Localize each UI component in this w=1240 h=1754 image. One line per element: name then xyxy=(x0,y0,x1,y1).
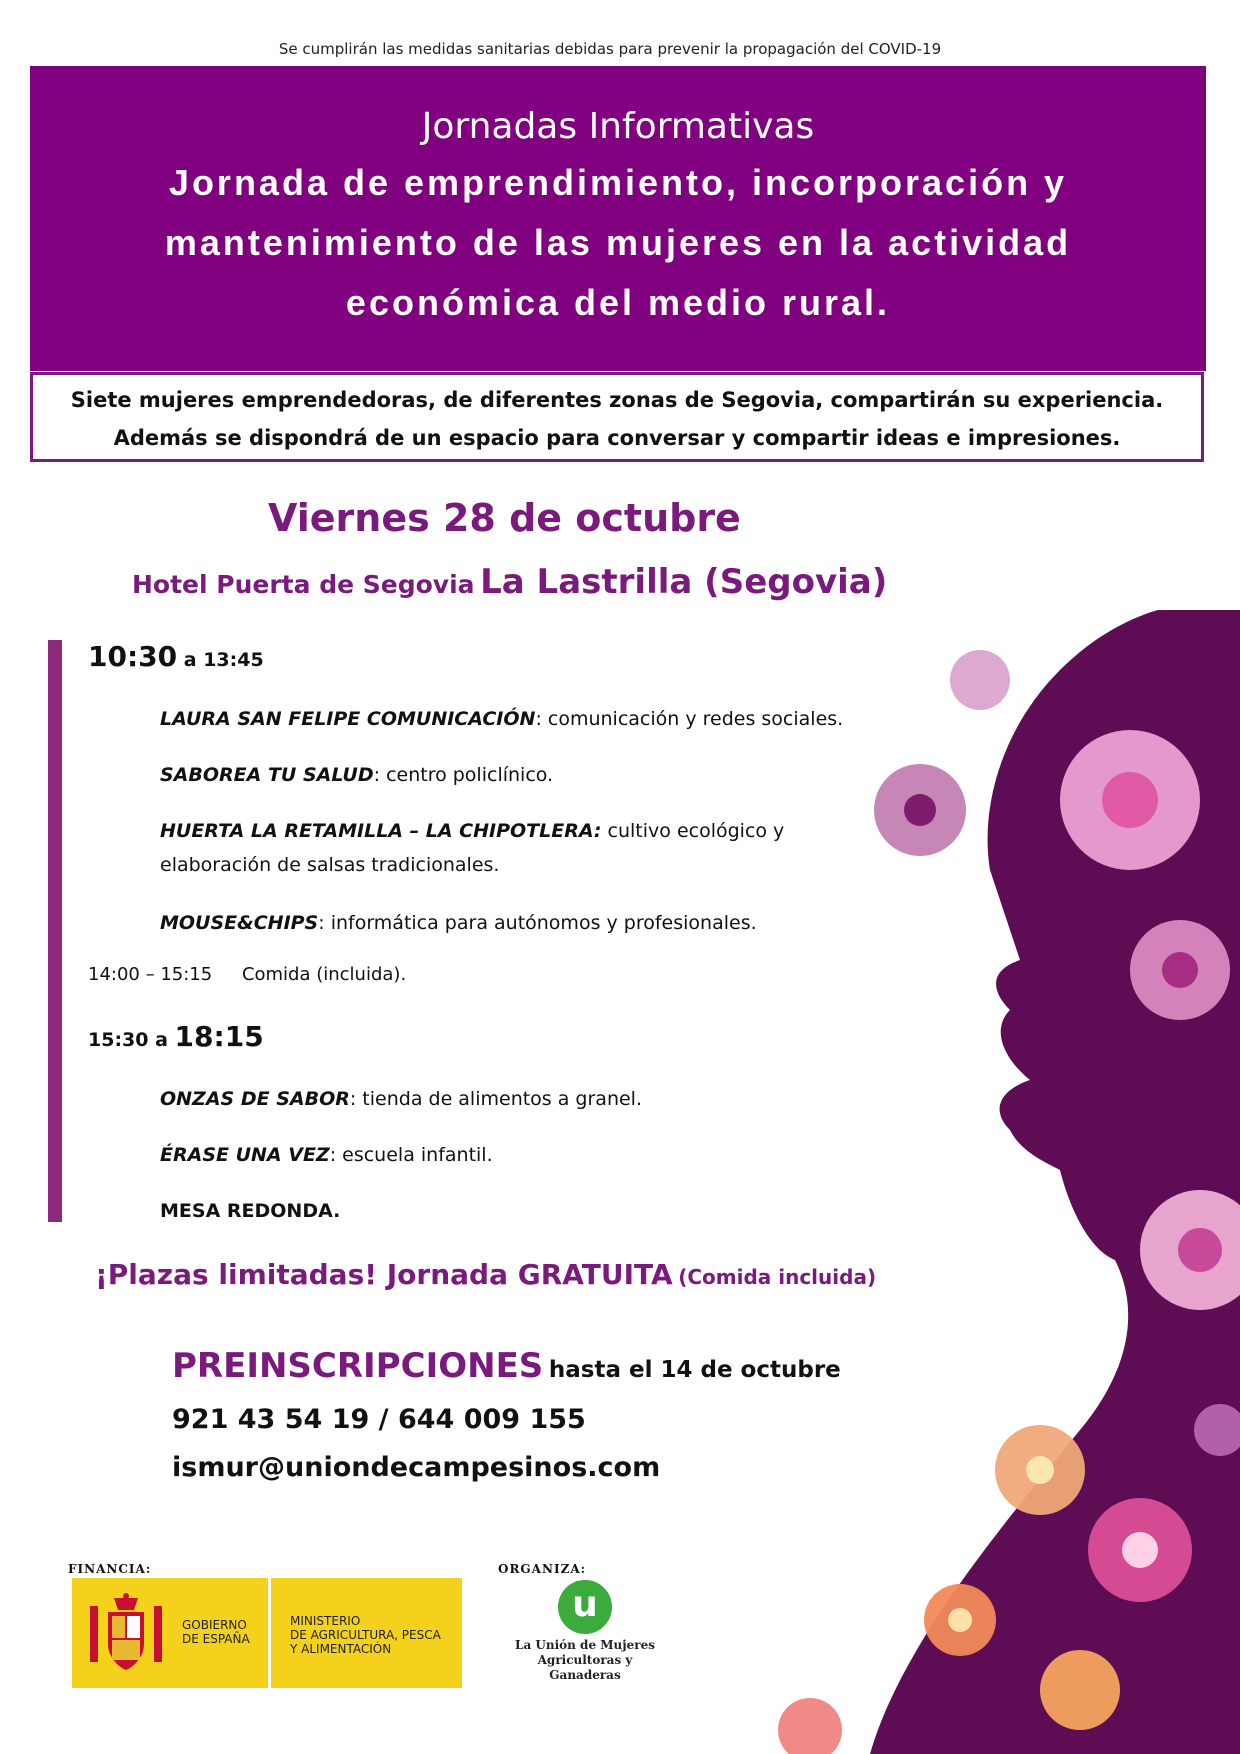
company-name: ONZAS DE SABOR xyxy=(160,1088,350,1110)
min-line: DE AGRICULTURA, PESCA xyxy=(290,1628,441,1642)
contact-phones: 921 43 54 19 / 644 009 155 xyxy=(172,1404,586,1435)
lunch-row xyxy=(88,964,406,985)
organiza-label: ORGANIZA: xyxy=(498,1562,587,1576)
intro-line: Siete mujeres emprendedoras, de diferentes zonas de Segovia, compartirán su experiencia. xyxy=(70,388,1164,412)
gobierno-text xyxy=(182,1618,250,1646)
gov-divider xyxy=(268,1578,271,1688)
preinscripciones-title: PREINSCRIPCIONES xyxy=(172,1346,544,1386)
banner-kicker: Jornadas Informativas xyxy=(421,106,815,147)
company-name: LAURA SAN FELIPE COMUNICACIÓN xyxy=(160,708,536,730)
company-desc: cultivo ecológico y elaboración de salsas tradicionales. xyxy=(160,820,785,876)
morning-start: 10:30 xyxy=(88,640,178,673)
title-banner xyxy=(30,66,1206,371)
ministerio-text xyxy=(290,1614,441,1656)
company-desc: : escuela infantil. xyxy=(329,1144,493,1166)
org-line: La Unión de Mujeres xyxy=(515,1638,655,1652)
afternoon-time xyxy=(88,1020,264,1053)
afternoon-sep: a xyxy=(148,1029,175,1051)
morning-end: 13:45 xyxy=(203,649,264,671)
organizer-logo xyxy=(500,1580,670,1683)
company-name: SABOREA TU SALUD xyxy=(160,764,374,786)
company-name: HUERTA LA RETAMILLA – LA CHIPOTLERA: xyxy=(160,820,602,842)
gobierno-logo xyxy=(72,1578,462,1688)
lunch-label: Comida (incluida). xyxy=(241,964,407,985)
headline-line: Jornada de emprendimiento, incorporación y xyxy=(168,162,1068,203)
company-desc: : informática para autónomos y profesionales. xyxy=(318,912,757,934)
venue-town: La Lastrilla (Segovia) xyxy=(480,562,888,602)
schedule-accent-bar xyxy=(48,640,62,1222)
covid-notice: Se cumplirán las medidas sanitarias debidas para prevenir la propagación del COVID-19 xyxy=(278,40,942,58)
headline-line: económica del medio rural. xyxy=(345,282,891,323)
banner-headline xyxy=(30,153,1206,333)
morning-time xyxy=(88,640,264,673)
preinscripciones-deadline: hasta el 14 de octubre xyxy=(548,1357,841,1383)
intro-box xyxy=(30,372,1204,462)
event-date: Viernes 28 de octubre xyxy=(268,496,741,540)
company-name: ÉRASE UNA VEZ xyxy=(160,1144,330,1166)
org-line: Agricultoras y Ganaderas xyxy=(537,1653,633,1682)
afternoon-end: 18:15 xyxy=(174,1020,264,1053)
headline-line: mantenimiento de las mujeres en la actividad xyxy=(164,222,1072,263)
min-line: Y ALIMENTACIÓN xyxy=(290,1642,392,1656)
contact-email[interactable]: ismur@uniondecampesinos.com xyxy=(172,1452,661,1483)
round-table: MESA REDONDA. xyxy=(160,1200,341,1222)
company-desc: : comunicación y redes sociales. xyxy=(535,708,844,730)
plazas-note: (Comida incluida) xyxy=(678,1265,877,1289)
gov-line: DE ESPAÑA xyxy=(182,1632,250,1646)
coat-of-arms-icon xyxy=(86,1592,166,1674)
gov-line: GOBIERNO xyxy=(182,1618,247,1632)
afternoon-start: 15:30 xyxy=(88,1029,149,1051)
event-venue xyxy=(132,562,887,602)
woman-silhouette-illustration xyxy=(660,610,1240,1754)
morning-sep: a xyxy=(177,649,204,671)
organizer-name xyxy=(500,1638,670,1683)
company-desc: : tienda de alimentos a granel. xyxy=(349,1088,642,1110)
intro-line: Además se dispondrá de un espacio para conversar y compartir ideas e impresiones. xyxy=(113,426,1121,450)
venue-hotel: Hotel Puerta de Segovia xyxy=(132,570,475,599)
plazas-main: ¡Plazas limitadas! Jornada GRATUITA xyxy=(95,1258,673,1291)
min-line: MINISTERIO xyxy=(290,1614,361,1628)
company-desc: : centro policlínico. xyxy=(373,764,554,786)
financia-label: FINANCIA: xyxy=(68,1562,152,1576)
lunch-time: 14:00 – 15:15 xyxy=(88,964,213,985)
u-logo-icon: u xyxy=(558,1580,612,1634)
company-name: MOUSE&CHIPS xyxy=(160,912,319,934)
